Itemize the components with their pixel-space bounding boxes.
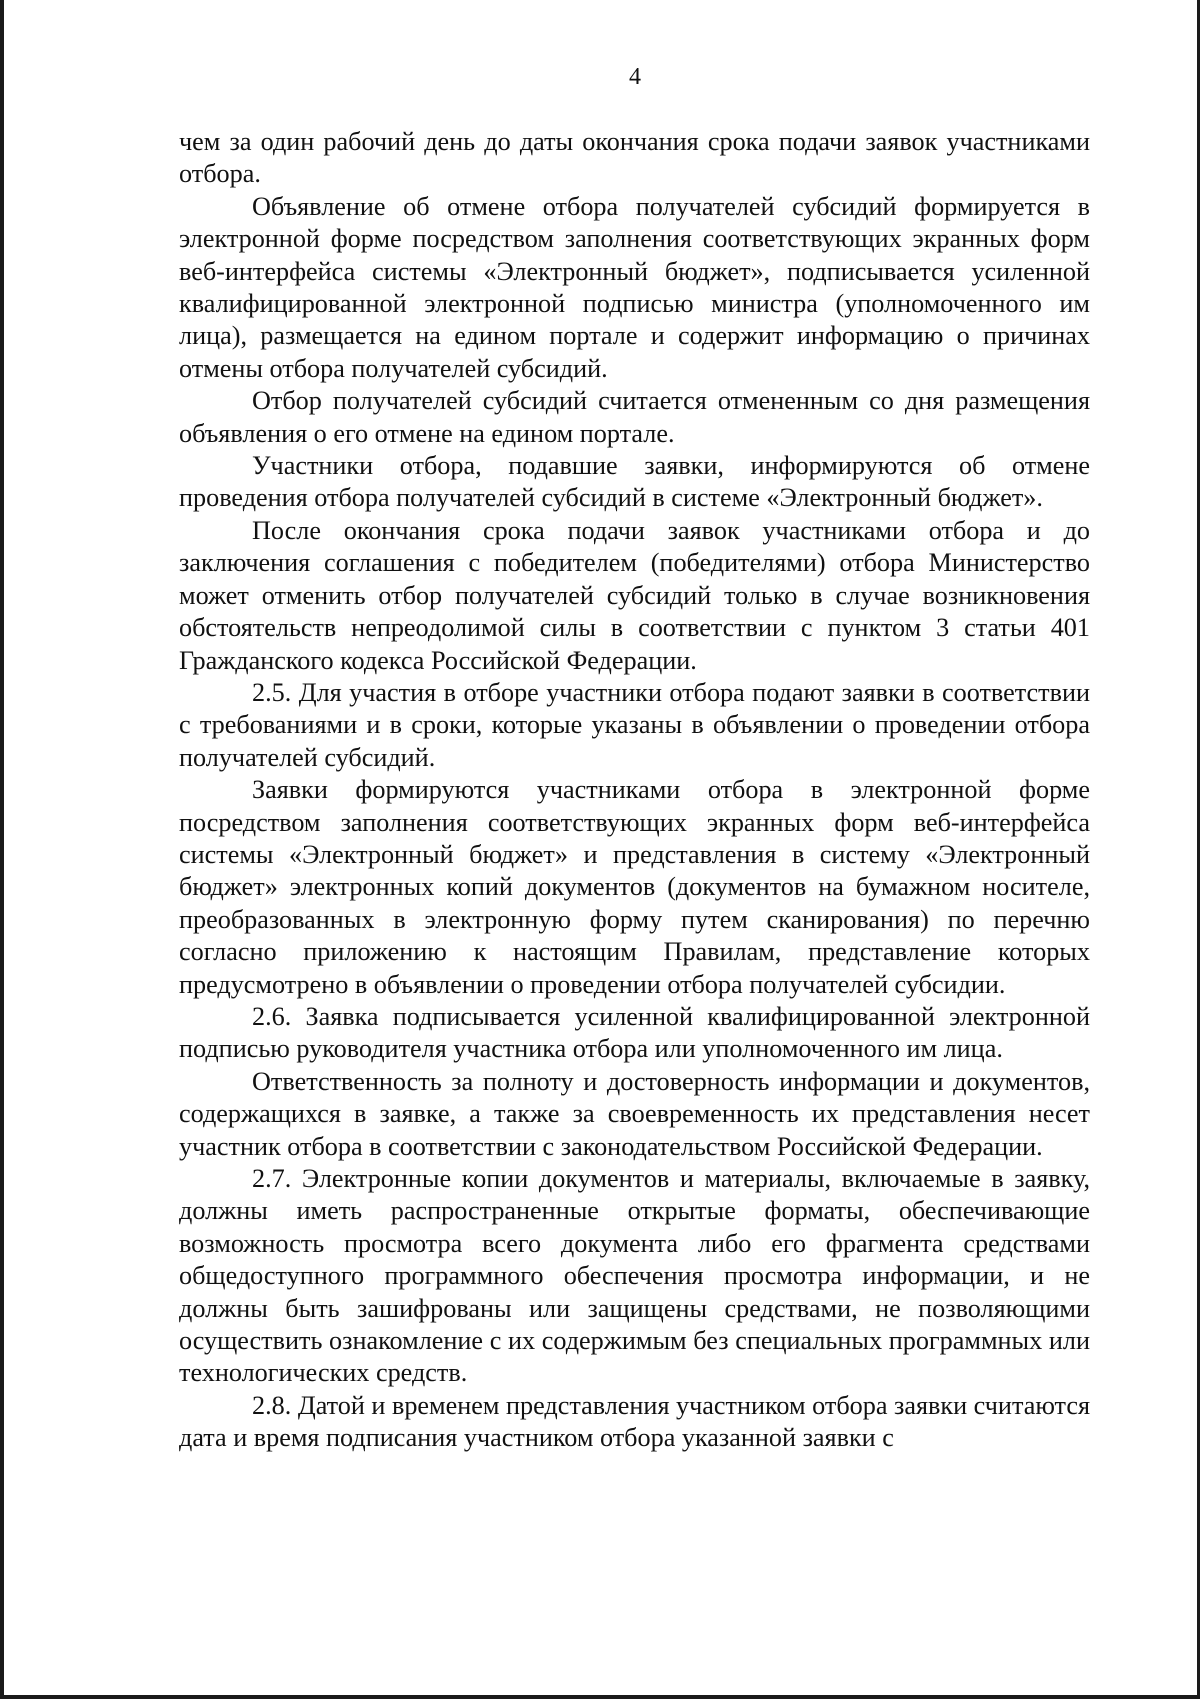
paragraph-11: 2.8. Датой и временем представления участником отбора заявки считаются дата и время подписания участником отбора указанной заявки с [179,1390,1090,1453]
document-body [179,126,1090,1455]
scan-edge-bottom [0,1695,1200,1699]
paragraph-5: После окончания срока подачи заявок участниками отбора и до заключения соглашения с победителем (победителями) отбора Министерство может отменить отбор получателей субсидий только в случае возникновения обстоятельств непреодолимой силы в соответствии с пунктом 3 статьи 401 Гражданского кодекса Российской Федерации. [179,515,1090,675]
paragraph-9: Ответственность за полноту и достоверность информации и документов, содержащихся в заявке, а также за своевременность их представления несет участник отбора в соответствии с законодательством Российской Федерации. [179,1066,1090,1161]
scan-edge-left [0,0,4,1699]
page-number: 4 [629,64,641,90]
paragraph-10: 2.7. Электронные копии документов и материалы, включаемые в заявку, должны иметь распространенные открытые форматы, обеспечивающие возможность просмотра всего документа либо его фрагмента средствами общедоступного программного обеспечения просмотра информации, и не должны быть зашифрованы или защищены средствами, не позволяющими осуществить ознакомление с их содержимым без специальных программных или технологических средств. [179,1164,1090,1388]
paragraph-8: 2.6. Заявка подписывается усиленной квалифицированной электронной подписью руководителя участника отбора или уполномоченного им лица. [179,1001,1090,1064]
paragraph-3: Отбор получателей субсидий считается отмененным со дня размещения объявления о его отмене на едином портале. [179,386,1090,448]
paragraph-4: Участники отбора, подавшие заявки, информируются об отмене проведения отбора получателей субсидий в системе «Электронный бюджет». [179,451,1090,513]
paragraph-1: чем за один рабочий день до даты окончания срока подачи заявок участниками отбора. [179,127,1090,189]
paragraph-6: 2.5. Для участия в отборе участники отбора подают заявки в соответствии с требованиями и в сроки, которые указаны в объявлении о проведении отбора получателей субсидий. [179,677,1090,772]
paragraph-2: Объявление об отмене отбора получателей субсидий формируется в электронной форме посредством заполнения соответствующих экранных форм веб-интерфейса системы «Электронный бюджет», подписывается усиленной квалифицированной электронной подписью министра (уполномоченного им лица), размещается на едином портале и содержит информацию о причинах отмены отбора получателей субсидий. [179,191,1090,383]
paragraph-7: Заявки формируются участниками отбора в электронной форме посредством заполнения соответствующих экранных форм веб-интерфейса системы «Электронный бюджет» и представления в систему «Электронный бюджет» электронных копий документов (документов на бумажном носителе, преобразованных в электронную форму путем сканирования) по перечню согласно приложению к настоящим Правилам, представление которых предусмотрено в объявлении о проведении отбора получателей субсидии. [179,775,1090,999]
